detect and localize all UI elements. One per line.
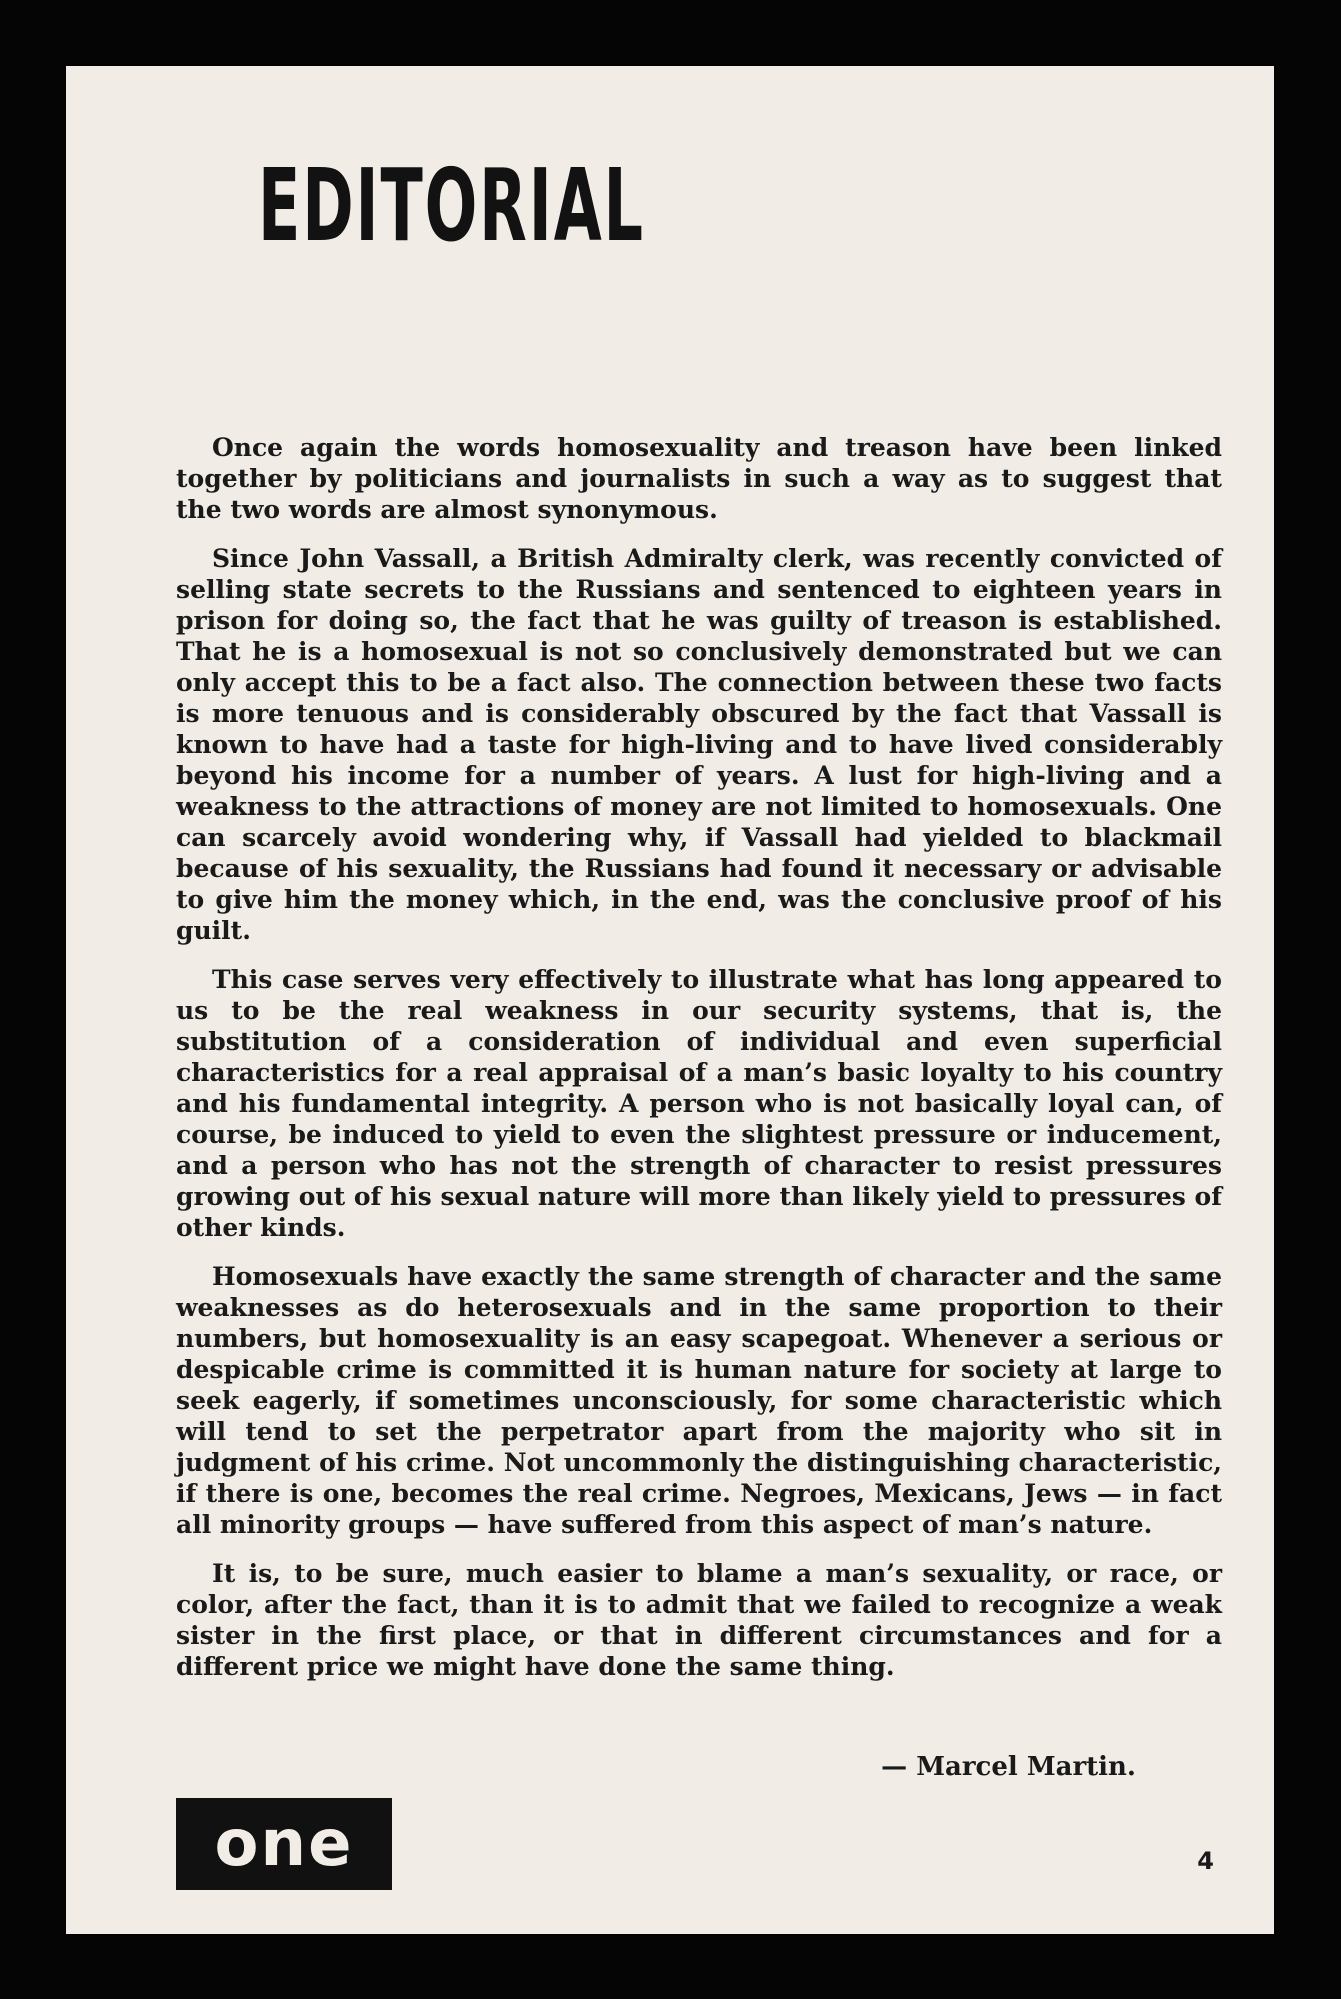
paragraph: Once again the words homosexuality and treason have been linked together by politicians and journalists in such a way as to suggest that the two words are almost synonymous. (176, 433, 1222, 524)
paragraph: It is, to be sure, much easier to blame a man’s sexuality, or race, or color, after the fact, than it is to admit that we failed to recognize a weak sister in the first place, or that in different circumstances and for a different price we might have done the same thing. (176, 1559, 1222, 1681)
page-number: 4 (1197, 1847, 1214, 1875)
paragraph: Since John Vassall, a British Admiralty clerk, was recently convicted of selling state secrets to the Russians and sentenced to eighteen years in prison for doing so, the fact that he was guilty of treason is established. That he is a homosexual is not so conclusively demonstrated but we can only accept this to be a fact also. The connection between these two facts is more tenuous and is considerably obscured by the fact that Vassall is known to have had a taste for high-living and to have lived considerably beyond his income for a number of years. A lust for high-living and a weakness to the attractions of money are not limited to homosexuals. One can scarcely avoid wondering why, if Vassall had yielded to blackmail because of his sexuality, the Russians had found it necessary or advisable to give him the money which, in the end, was the conclusive proof of his guilt. (176, 544, 1222, 945)
article-body (176, 432, 1222, 1700)
magazine-logo (176, 1798, 392, 1890)
page-title: EDITORIAL (258, 147, 645, 264)
magazine-page (66, 66, 1274, 1934)
logo-text: one (214, 1807, 354, 1881)
paragraph: Homosexuals have exactly the same strength of character and the same weaknesses as do heterosexuals and in the same proportion to their numbers, but homosexuality is an easy scapegoat. Whenever a serious or despicable crime is committed it is human nature for society at large to seek eagerly, if sometimes unconsciously, for some characteristic which will tend to set the perpetrator apart from the majority who sit in judgment of his crime. Not uncommonly the distinguishing characteristic, if there is one, becomes the real crime. Negroes, Mexicans, Jews — in fact all minority groups — have suffered from this aspect of man’s nature. (176, 1262, 1222, 1539)
paragraph: This case serves very effectively to illustrate what has long appeared to us to be the real weakness in our security systems, that is, the substitution of a consideration of individual and even superficial characteristics for a real appraisal of a man’s basic loyalty to his country and his fundamental integrity. A person who is not basically loyal can, of course, be induced to yield to even the slightest pressure or inducement, and a person who has not the strength of character to resist pressures growing out of his sexual nature will more than likely yield to pressures of other kinds. (176, 965, 1222, 1242)
author-signature: — Marcel Martin. (881, 1752, 1136, 1782)
